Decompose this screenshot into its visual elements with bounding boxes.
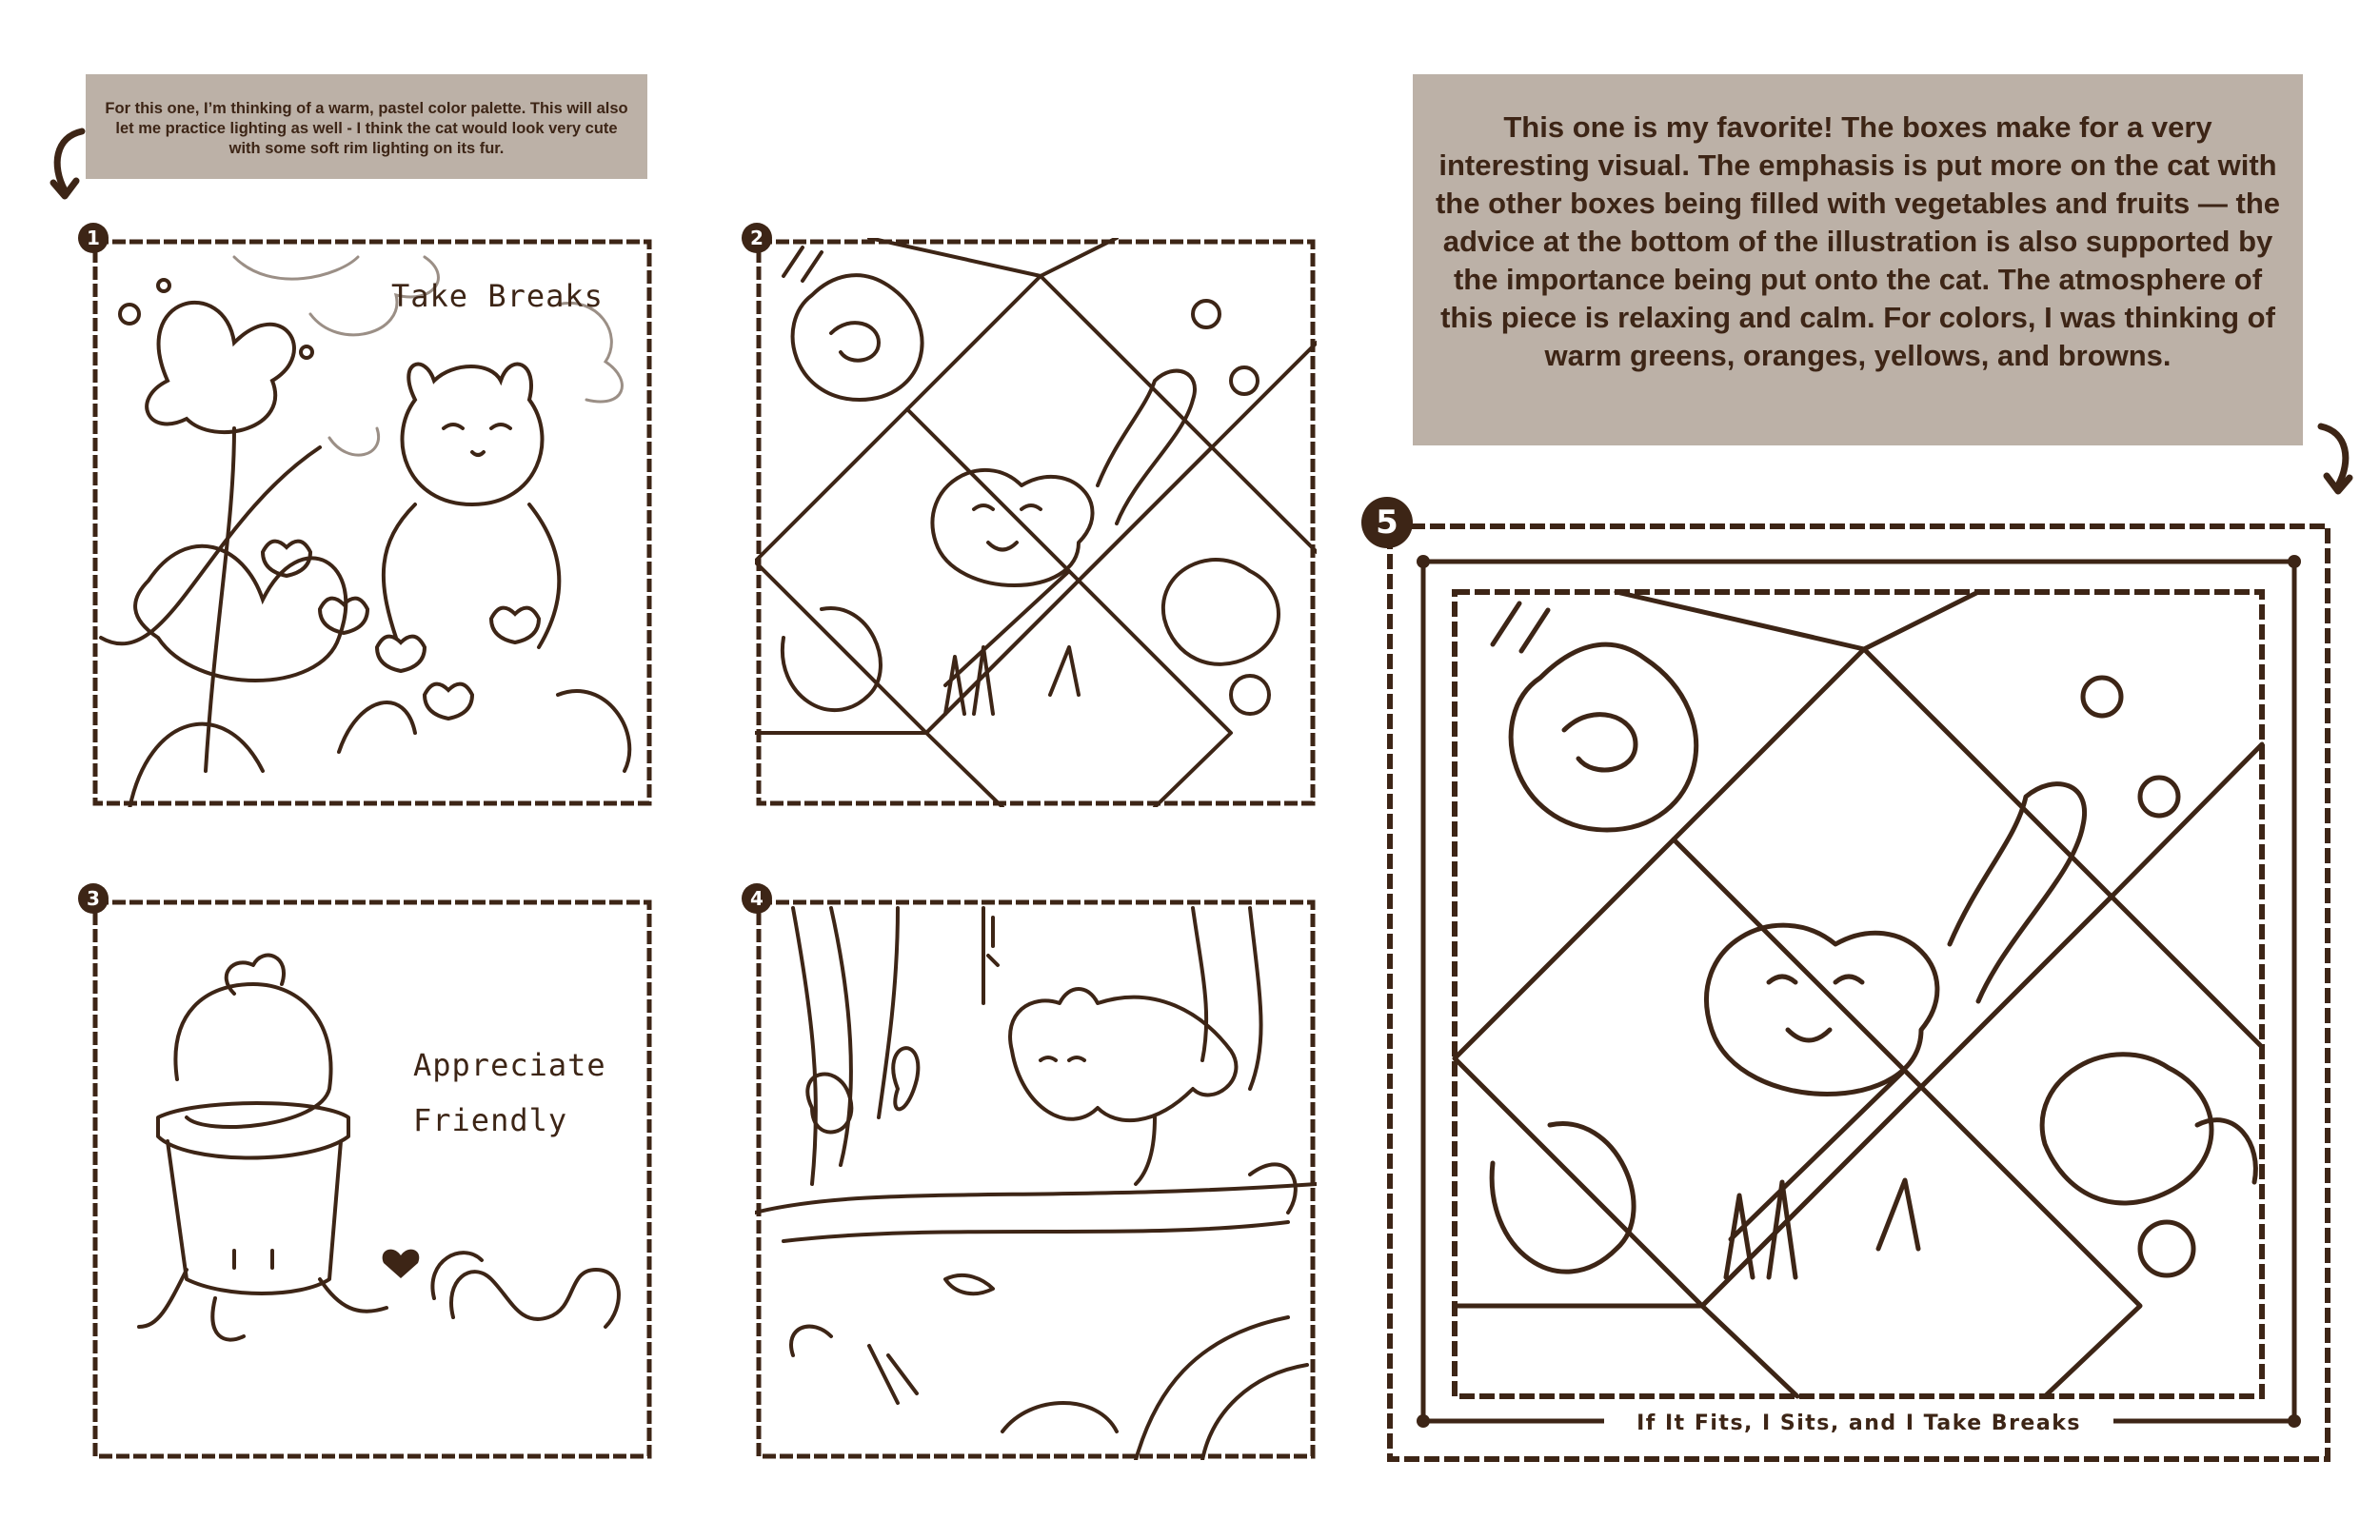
thumbnail-panel-1 [91, 238, 653, 807]
thumbnail-panel-2 [755, 238, 1317, 807]
featured-panel-5 [1385, 522, 2332, 1464]
panel-3-label: Appreciate Friendly [413, 1047, 606, 1138]
panel-4-sketch [755, 898, 1317, 1460]
panel-number-badge-4: 4 [742, 883, 772, 914]
panel-1-label: Take Breaks [391, 278, 604, 314]
note-panel-5 [1413, 74, 2303, 445]
note-panel-1 [86, 74, 647, 179]
panel-2-sketch [755, 238, 1317, 807]
cat-icon [1010, 989, 1236, 1184]
panel-5-caption [1385, 1407, 2332, 1441]
note-text-1: For this one, I’m thinking of a warm, pastel color palette. This will also let me practice lighting as well - I think the cat would look very cute with some soft rim lighting on its fur. [105, 100, 628, 157]
panel-number-badge-1: 1 [78, 223, 109, 253]
panel-1-sketch [91, 238, 653, 807]
note-text-5: This one is my favorite! The boxes make for a very interesting visual. The emphasis is put more on the cat with the other boxes being filled with vegetables and fruits — the advice at the bottom of the illustration is also supported by the importance being put onto the cat. The atmosphere of this piece is relaxing and calm. For colors, I was thinking of warm greens, oranges, yellows, and browns. [1435, 110, 2281, 372]
cactus-icon [139, 956, 387, 1340]
panel-3-sketch [91, 898, 653, 1460]
thumbnail-panel-3 [91, 898, 653, 1460]
panel-5-caption-text: If It Fits, I Sits, and I Take Breaks [1623, 1412, 2094, 1435]
panel-number-badge-5: 5 [1361, 497, 1413, 548]
thumbnail-panel-4 [755, 898, 1317, 1460]
heart-icon [383, 1250, 420, 1278]
worm-icon [432, 1253, 619, 1327]
panel-number-badge-3: 3 [78, 883, 109, 914]
panel-number-badge-2: 2 [742, 223, 772, 253]
curved-arrow-icon [48, 124, 91, 209]
curved-arrow-icon [2311, 419, 2357, 504]
panel-5-frame [1385, 522, 2332, 1464]
